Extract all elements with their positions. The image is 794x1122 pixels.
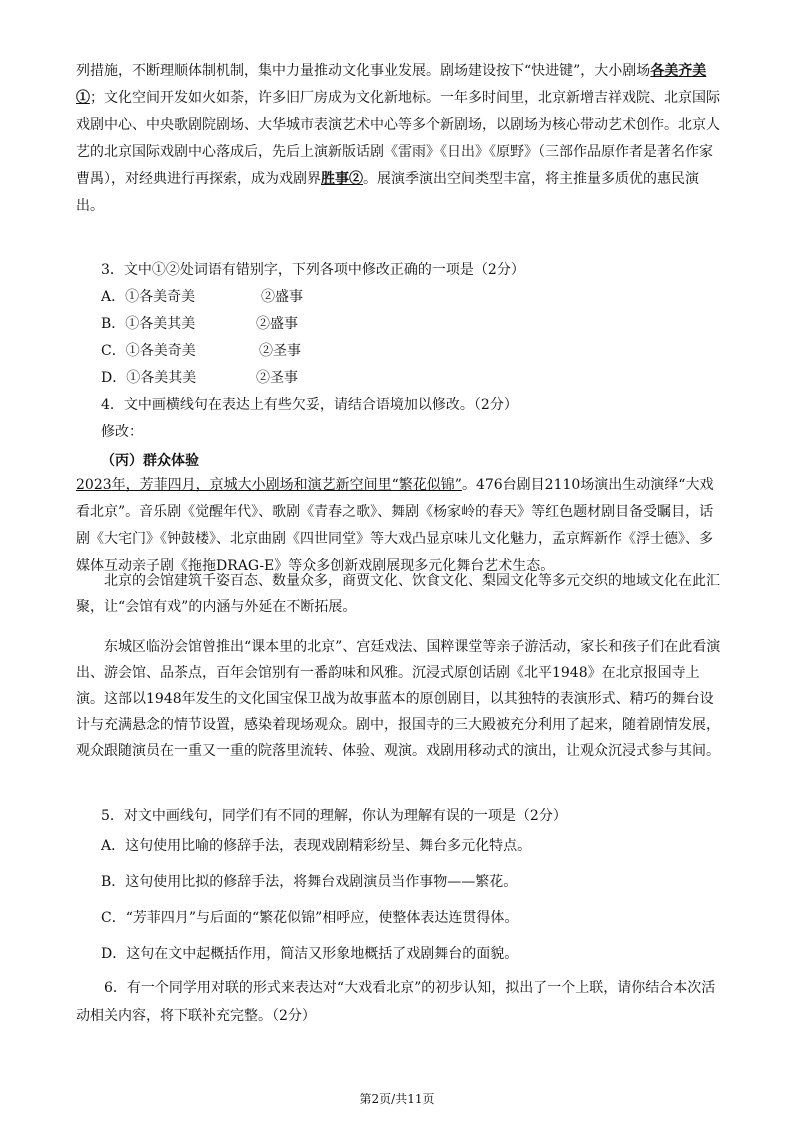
option-right: ②盛事 xyxy=(256,316,298,332)
option-right: ②圣事 xyxy=(256,370,298,386)
question-3-stem: 3．文中①②处词语有错别字，下列各项中修改正确的一项是（2分） xyxy=(101,262,525,278)
question-6-stem: 6．有一个同学用对联的形式来表达对“大戏看北京”的初步认知，拟出了一个上联，请你结合本次活动相关内容，将下联补充完整。（2分） xyxy=(76,980,716,1024)
passage-text: 。476台剧目2110场演出生动演绎“大戏看北京”。音乐剧《觉醒年代》、歌剧《青春之歌》、舞剧《杨家岭的春天》等红色题材剧目备受瞩目，话剧《大宅门》《钟鼓楼》、北京曲剧《四世同堂》等大戏凸显京味儿文化魅力，孟京辉新作《浮士德》、多媒体互动亲子剧《拖拖DRAG-E》等众多创新戏剧展现多元化舞台艺术生态。 xyxy=(76,477,714,574)
q4-answer-field[interactable]: 修改： xyxy=(101,424,143,440)
question-5-stem: 5．对文中画线句，同学们有不同的理解，你认为理解有误的一项是（2分） xyxy=(101,808,567,824)
passage-paragraph: 北京的会馆建筑千姿百态、数量众多，商贾文化、饮食文化、梨园文化等多元交织的地域文化在此汇聚，让“会馆有戏”的内涵与外延在不断拓展。 xyxy=(76,573,720,615)
passage-paragraph xyxy=(76,58,724,220)
q5-option-a[interactable]: A．这句使用比喻的修辞手法，表现戏剧精彩纷呈、舞台多元化特点。 xyxy=(101,838,532,854)
passage-text: ；文化空间开发如火如荼，许多旧厂房成为文化新地标。一年多时间里，北京新增吉祥戏院、北京国际戏剧中心、中央歌剧院剧场、大华城市表演艺术中心等多个新剧场，以剧场为核心带动艺术创作。北京人艺的北京国际戏剧中心落成后，先后上演新版话剧《雷雨》《日出》《原野》（三部作品原作者是著名作家曹禺），对经典进行再探索，成为戏剧界 xyxy=(76,90,720,187)
option-left: D．①各美其美 xyxy=(101,370,197,386)
marked-term-2: 胜事② xyxy=(321,171,363,187)
passage-text: 。展演季演出空间类型丰富，将主推量多质优的惠民演出。 xyxy=(76,171,699,214)
q3-option-a[interactable] xyxy=(101,286,303,308)
option-left: B．①各美其美 xyxy=(101,316,196,332)
q3-option-c[interactable] xyxy=(101,340,301,362)
marked-term-1: 各美齐美① xyxy=(76,63,707,106)
passage-paragraph: 东城区临汾会馆曾推出“课本里的北京”、宫廷戏法、国粹课堂等亲子游活动，家长和孩子们在此看演出、游会馆、品茶点，百年会馆别有一番韵味和风雅。沉浸式原创话剧《北平1948》在北京报国寺上演。这部以1948年发生的文化国宝保卫战为故事蓝本的原创剧目，以其独特的表演形式、精巧的舞台设计与充满悬念的情节设置，感染着现场观众。剧中，报国寺的三大殿被充分利用了起来，随着剧情发展，观众跟随演员在一重又一重的院落里流转、体验、观演。戏剧用移动式的演出，让观众沉浸式参与其间。 xyxy=(76,639,721,759)
underlined-sentence: 2023年，芳菲四月，京城大小剧场和演艺新空间里“繁花似锦” xyxy=(76,477,462,493)
question-4-stem: 4．文中画横线句在表达上有些欠妥，请结合语境加以修改。（2分） xyxy=(101,397,518,413)
q3-option-b[interactable] xyxy=(101,313,298,335)
option-left: A．①各美奇美 xyxy=(101,289,196,305)
q3-option-d[interactable] xyxy=(101,367,298,389)
passage-text: 列措施，不断理顺体制机制，集中力量推动文化事业发展。剧场建设按下“快进键”，大小剧场 xyxy=(76,63,651,79)
q5-option-b[interactable]: B．这句使用比拟的修辞手法，将舞台戏剧演员当作事物——繁花。 xyxy=(101,874,518,890)
page-number: 第2页/共11页 xyxy=(359,1092,435,1106)
passage-paragraph xyxy=(76,472,724,580)
section-title: （丙）群众体验 xyxy=(101,453,199,469)
q5-option-c[interactable]: C．“芳菲四月”与后面的“繁花似锦”相呼应，使整体表达连贯得体。 xyxy=(101,910,519,926)
q5-option-d[interactable]: D．这句在文中起概括作用，简洁又形象地概括了戏剧舞台的面貌。 xyxy=(101,946,519,962)
option-left: C．①各美奇美 xyxy=(101,343,196,359)
option-right: ②圣事 xyxy=(259,343,301,359)
option-right: ②盛事 xyxy=(261,289,303,305)
